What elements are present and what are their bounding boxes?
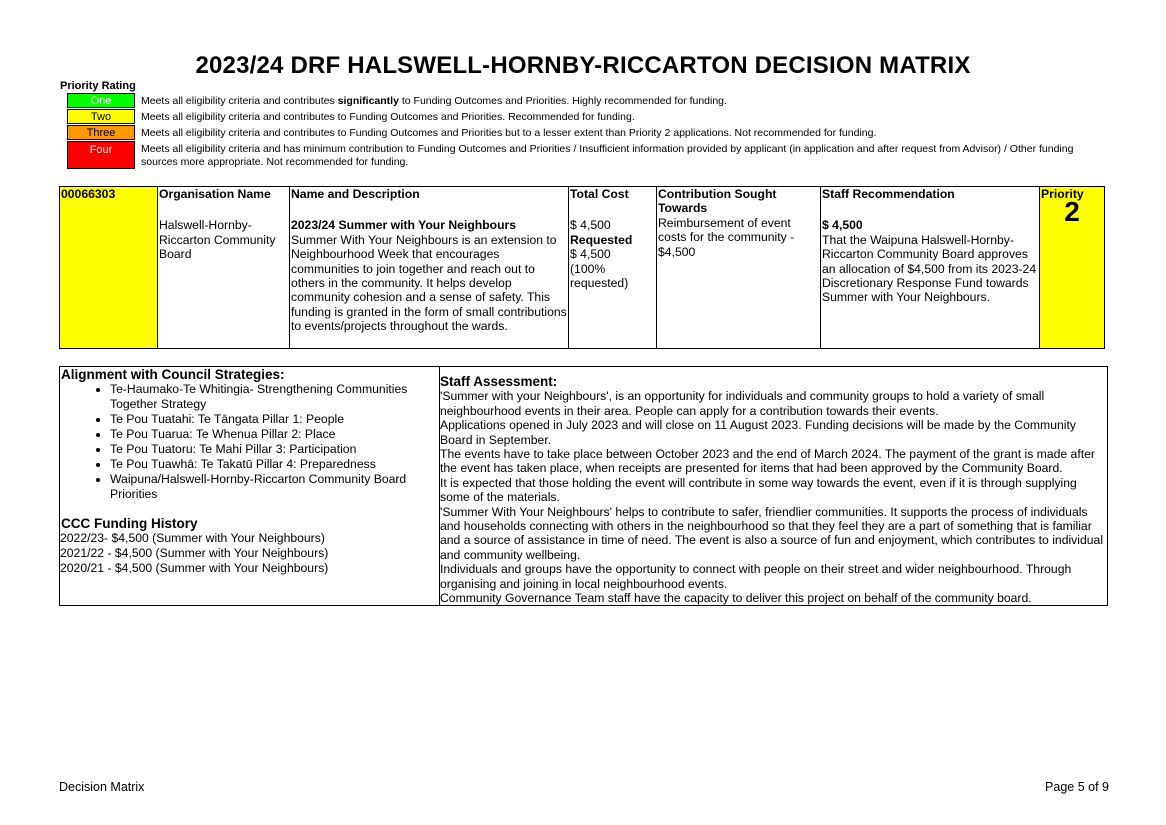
total-cost-header: Total Cost: [570, 187, 629, 201]
priority-header: Priority: [1041, 187, 1084, 201]
staff-recommendation-cell: [821, 187, 1040, 349]
priority-legend-three: [67, 125, 135, 140]
alignment-item: • Te-Haumako-Te Whitingia- Strengthening Communities Together Strategy: [110, 382, 439, 412]
organisation-cell: [158, 187, 290, 349]
application-id: 00066303: [60, 187, 158, 349]
alignment-item: • Te Pou Tuawhā: Te Takatū Pillar 4: Preparedness: [110, 457, 439, 472]
assessment-paragraph: It is expected that those holding the event will contribute in some way towards the event, even if it is through supplying some of the materials.: [440, 475, 1077, 505]
assessment-paragraph: 'Summer with your Neighbours', is an opportunity for individuals and community groups to hold a variety of small neighbourhood events in their area. People can apply for a contribution towards their events.: [440, 389, 1045, 418]
priority-swatch-two: Two: [67, 109, 135, 124]
priority-legend-four: [67, 141, 135, 169]
alignment-list: [60, 382, 439, 502]
alignment-item: • Waipuna/Halswell-Hornby-Riccarton Community Board Priorities: [110, 472, 439, 502]
alignment-item: • Te Pou Tuatahi: Te Tāngata Pillar 1: People: [110, 412, 439, 427]
assessment-paragraph: Individuals and groups have the opportunity to connect with people on their street and wider neighbourhood. Through organising and joining in local neighbourhood events.: [440, 562, 1072, 591]
priority-swatch-one: One: [67, 93, 135, 108]
project-name: 2023/24 Summer with Your Neighbours: [291, 218, 517, 233]
priority-desc-three: Meets all eligibility criteria and contributes to Funding Outcomes and Priorities but to a lesser extent than Priority 2 applications. Not recommended for funding.: [141, 127, 877, 139]
total-cost-cell: [569, 187, 657, 349]
assessment-paragraph: The events have to take place between October 2023 and the end of March 2024. The payment of the grant is made after the event has taken place, when receipts are presented for items that had been approved by the Community Board.: [440, 447, 1095, 476]
funding-history-item: 2021/22 - $4,500 (Summer with Your Neighbours): [60, 546, 329, 560]
total-cost-value: $ 4,500: [570, 218, 611, 233]
staff-recommendation-header: Staff Recommendation: [822, 187, 955, 201]
priority-swatch-three: Three: [67, 125, 135, 140]
staff-assessment-panel: [440, 367, 1107, 605]
priority-rating-heading: Priority Rating: [60, 80, 136, 92]
funding-history-item: 2022/23- $4,500 (Summer with Your Neighbours): [60, 531, 325, 545]
alignment-heading: Alignment with Council Strategies:: [61, 367, 285, 382]
assessment-paragraph: Applications opened in July 2023 and will close on 11 August 2023. Funding decisions will be made by the Community Board in September.: [440, 418, 1076, 447]
contribution-cell: [657, 187, 821, 349]
funding-history-item: 2020/21 - $4,500 (Summer with Your Neighbours): [60, 561, 329, 575]
assessment-paragraph: 'Summer With Your Neighbours' helps to contribute to safer, friendlier communities. It supports the process of individuals and households connecting with others in the neighbourhood so that they feel they are a part of something that is familiar and a source of assistance in time of need. The event is also a source of fun and enjoyment, which contributes to individual and community wellbeing.: [440, 504, 1104, 562]
staff-assessment-heading: Staff Assessment:: [440, 374, 558, 389]
contribution-header: Contribution Sought Towards: [658, 187, 777, 216]
staff-recommendation-amount: $ 4,500: [822, 218, 863, 233]
staff-recommendation-text: That the Waipuna Halswell-Hornby-Riccarton Community Board approves an allocation of $4,500 from its 2023-24 Discretionary Response Fund towards Summer with Your Neighbours.: [822, 232, 1037, 305]
name-description-cell: [290, 187, 569, 349]
requested-amount: $ 4,500: [570, 247, 611, 262]
priority-value: 2: [1064, 196, 1080, 228]
assessment-section: [59, 366, 1108, 606]
project-description: Summer With Your Neighbours is an extension to Neighbourhood Week that encourages communities to join together and reach out to others in the community. It helps develop community cohesion and a sense of safety. This funding is granted in the form of small contributions to events/projects throughout the wards.: [291, 232, 567, 334]
priority-legend-two: [67, 109, 135, 124]
strategies-panel: [60, 367, 440, 605]
alignment-item: • Te Pou Tuatoru: Te Mahi Pillar 3: Participation: [110, 442, 439, 457]
funding-history-heading: CCC Funding History: [61, 516, 198, 531]
priority-cell: [1040, 187, 1105, 349]
organisation-header: Organisation Name: [159, 187, 271, 201]
priority-desc-two: Meets all eligibility criteria and contributes to Funding Outcomes and Priorities. Recommended for funding.: [141, 111, 635, 123]
organisation-name: Halswell-Hornby-Riccarton Community Board: [159, 218, 276, 262]
contribution-sought: Reimbursement of event costs for the community - $4,500: [658, 215, 795, 259]
footer-document-name: Decision Matrix: [59, 780, 145, 794]
requested-label: Requested: [570, 232, 633, 247]
priority-swatch-four: Four: [67, 141, 135, 169]
name-description-header: Name and Description: [291, 187, 420, 201]
priority-desc-four: Meets all eligibility criteria and has minimum contribution to Funding Outcomes and Priorities / Insufficient information provided by applicant (in application and after request from Advisor) / Other funding sources more appropriate. Not recommended for funding.: [141, 143, 1074, 168]
priority-desc-one: Meets all eligibility criteria and contributes significantly to Funding Outcomes and Priorities. Highly recommended for funding.: [141, 95, 727, 107]
priority-legend-one: [67, 93, 135, 108]
alignment-item: • Te Pou Tuarua: Te Whenua Pillar 2: Place: [110, 427, 439, 442]
assessment-paragraph: Community Governance Team staff have the capacity to deliver this project on behalf of the community board.: [440, 591, 1032, 606]
application-table: [59, 186, 1105, 349]
requested-percentage: (100% requested): [570, 261, 629, 291]
footer-page-number: Page 5 of 9: [1045, 780, 1109, 794]
page-title: 2023/24 DRF HALSWELL-HORNBY-RICCARTON DECISION MATRIX: [195, 52, 971, 79]
